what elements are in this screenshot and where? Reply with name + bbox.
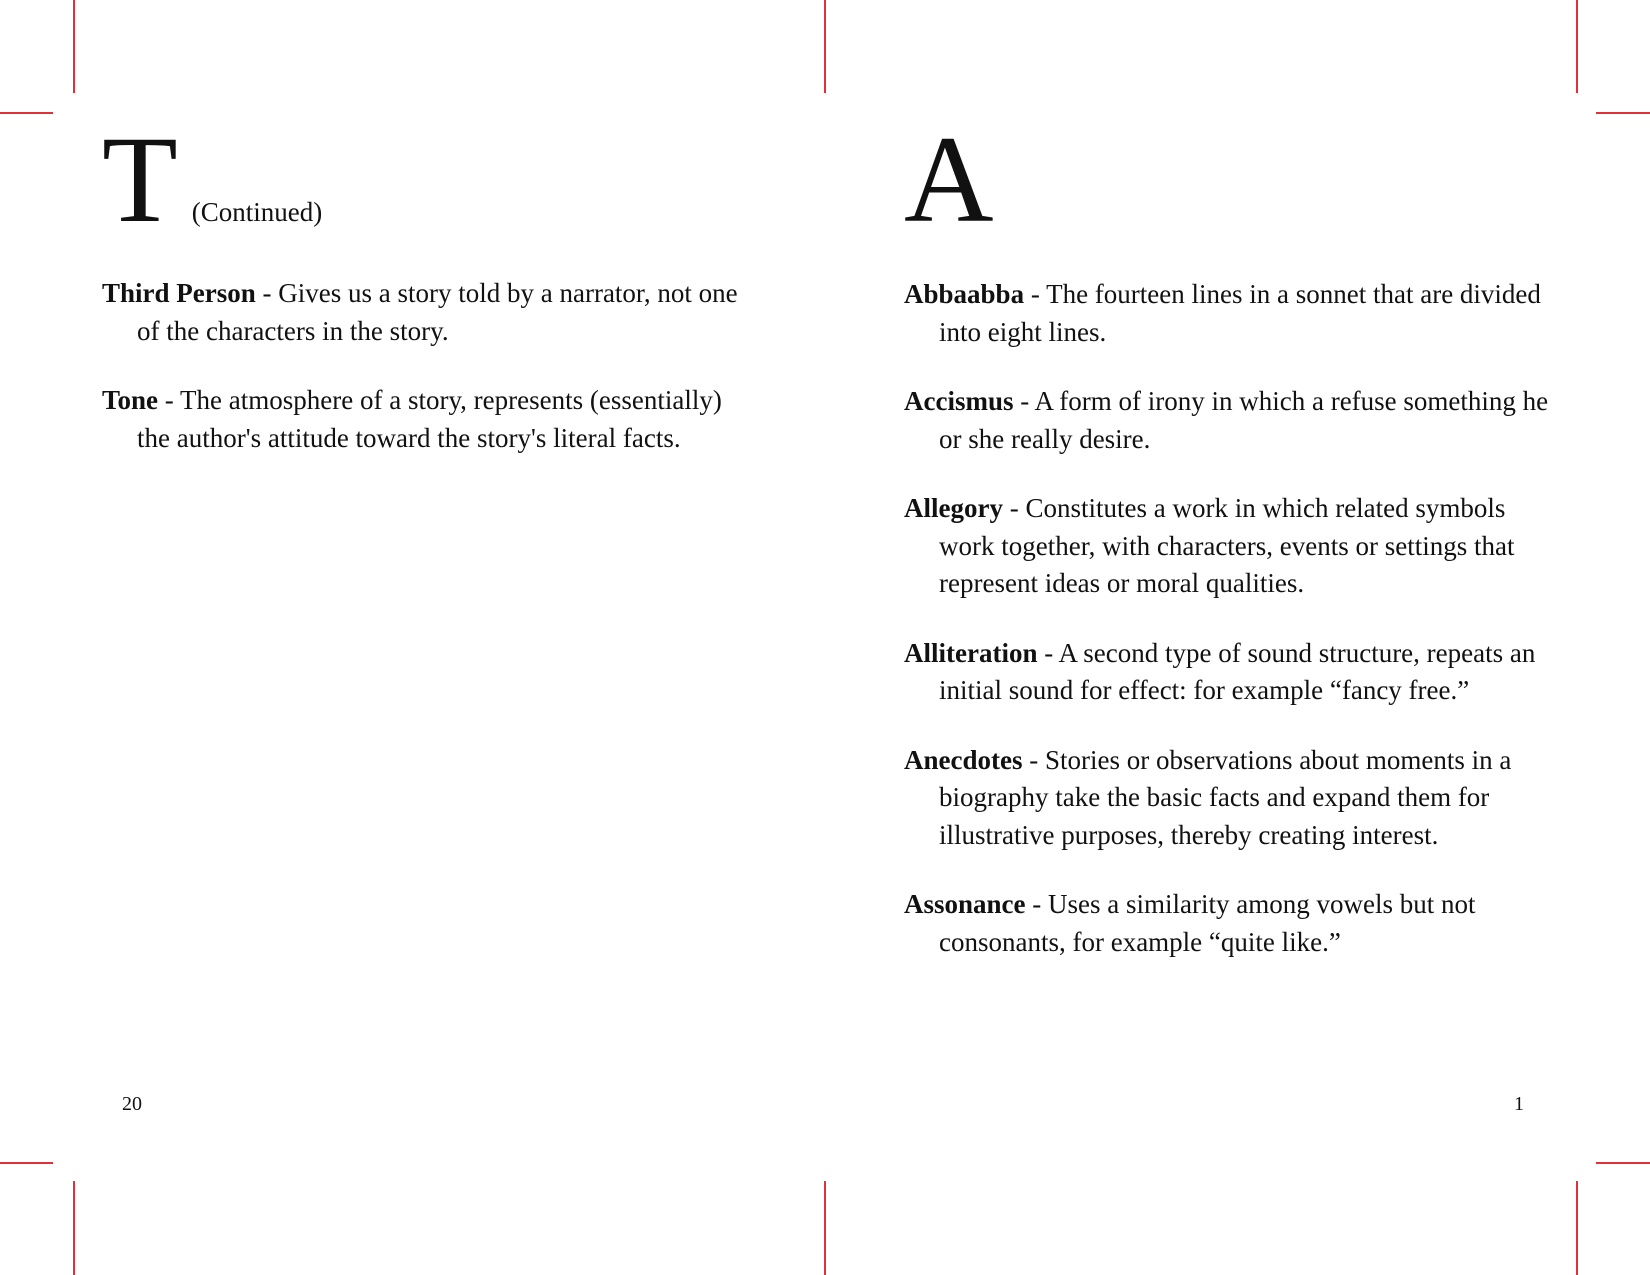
glossary-definition: - A form of irony in which a refuse something he or she really desire.	[939, 386, 1549, 454]
crop-mark-top-left	[73, 0, 75, 93]
section-letter: A	[904, 111, 994, 248]
glossary-entry	[102, 382, 752, 457]
crop-mark-top-right-horizontal	[1596, 112, 1650, 114]
glossary-term: Accismus	[904, 386, 1014, 416]
glossary-definition: - The fourteen lines in a sonnet that are divided into eight lines.	[939, 279, 1541, 347]
crop-mark-bottom-right	[1576, 1181, 1578, 1275]
glossary-definition: - Constitutes a work in which related symbols work together, with characters, events or settings that represent ideas or moral qualities.	[939, 493, 1515, 598]
glossary-term: Assonance	[904, 889, 1026, 919]
glossary-definition: - Gives us a story told by a narrator, not one of the characters in the story.	[137, 278, 738, 346]
glossary-definition: - A second type of sound structure, repeats an initial sound for effect: for example “fancy free.”	[939, 637, 1536, 705]
glossary-term: Third Person	[102, 278, 256, 308]
crop-mark-bottom-center	[824, 1181, 826, 1275]
glossary-entry	[904, 276, 1554, 351]
glossary-entry	[904, 635, 1554, 710]
glossary-definition: - Stories or observations about moments in a biography take the basic facts and expand them for illustrative purposes, thereby creating interest.	[939, 744, 1512, 850]
page-number: 20	[122, 1093, 142, 1115]
glossary-term: Tone	[102, 385, 159, 415]
page-number: 1	[1514, 1093, 1524, 1115]
glossary-definition: - Uses a similarity among vowels but not consonants, for example “quite like.”	[939, 889, 1476, 957]
glossary-term: Anecdotes	[904, 744, 1023, 775]
glossary-entry	[102, 275, 752, 350]
glossary-entry	[904, 886, 1554, 961]
crop-mark-bottom-left	[73, 1181, 75, 1275]
section-note: (Continued)	[191, 197, 323, 227]
crop-mark-top-left-horizontal	[0, 112, 53, 114]
crop-mark-top-center	[824, 0, 826, 93]
crop-mark-bottom-left-horizontal	[0, 1162, 53, 1164]
glossary-entry	[904, 383, 1554, 458]
glossary-definition: - The atmosphere of a story, represents (essentially) the author's attitude toward the story's literal facts.	[137, 385, 722, 453]
crop-mark-bottom-right-horizontal	[1596, 1162, 1650, 1164]
crop-mark-top-right	[1576, 0, 1578, 93]
glossary-entry	[904, 742, 1554, 855]
section-letter: T	[102, 111, 178, 248]
glossary-entries	[102, 275, 752, 489]
section-heading	[102, 111, 323, 248]
glossary-term: Alliteration	[904, 637, 1038, 668]
glossary-term: Allegory	[904, 493, 1003, 523]
glossary-entry	[904, 490, 1554, 603]
glossary-entries	[904, 276, 1554, 993]
section-heading	[904, 111, 994, 248]
glossary-term: Abbaabba	[904, 279, 1025, 309]
